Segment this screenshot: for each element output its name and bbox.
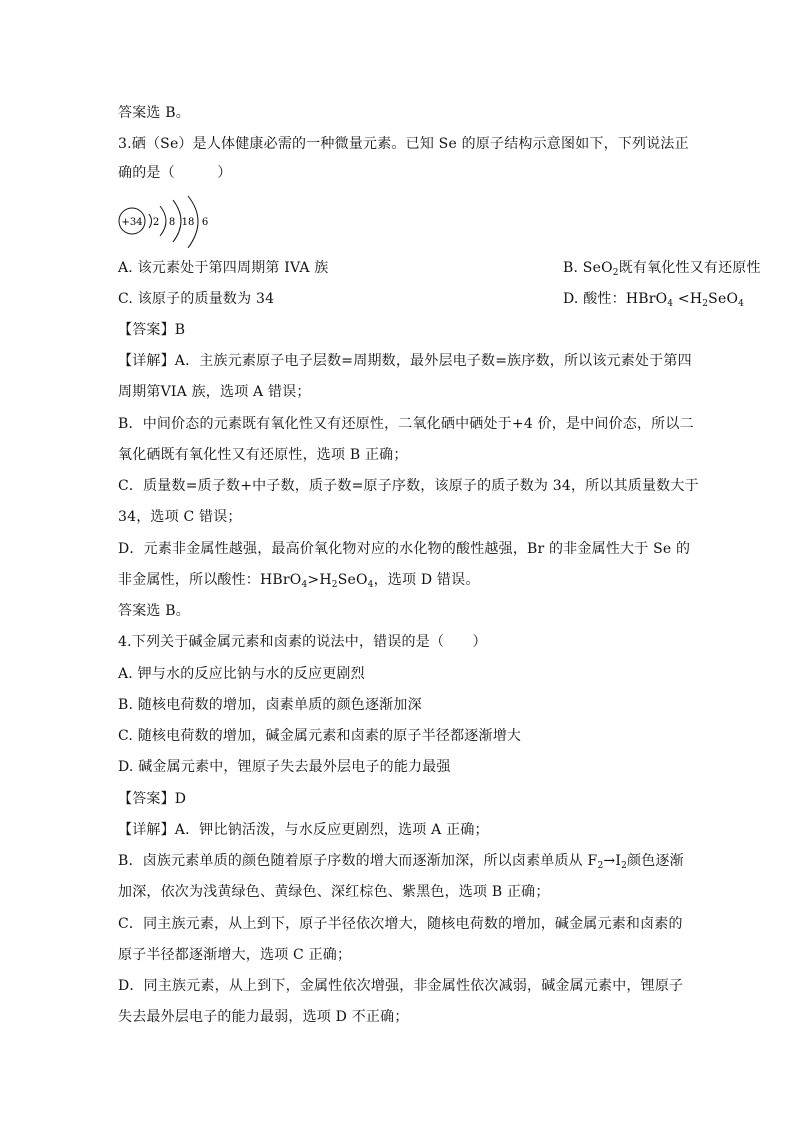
explanation-line: 【详解】A．钾比钠活泼，与水反应更剧烈，选项 A 正确； — [118, 822, 489, 838]
explanation-line: 34，选项 C 错误； — [118, 509, 242, 525]
explanation-line: B．中间价态的元素既有氧化性又有还原性，二氧化硒中硒处于+4 价，是中间价态，所以二 — [118, 416, 694, 432]
explanation-line: C．同主族元素，从上到下，原子半径依次增大，随核电荷数的增加，碱金属元素和卤素的 — [118, 916, 683, 932]
shell-3-count: 18 — [181, 217, 195, 228]
electron-shell-1 — [149, 214, 152, 228]
explanation-line: 失去最外层电子的能力最弱，选项 D 不正确； — [118, 1009, 409, 1025]
electron-shell-2 — [160, 206, 166, 236]
nucleus-charge: +34 — [121, 217, 143, 228]
answer-line: 答案选 B。 — [118, 105, 190, 121]
option-row-2 — [118, 289, 745, 309]
atom-structure-diagram — [116, 194, 226, 252]
question-4-option-a: A. 钾与水的反应比钠与水的反应更剧烈 — [118, 666, 365, 682]
explanation-line: C．质量数=质子数+中子数，质子数=原子序数，该原子的质子数为 34，所以其质量数大于 — [118, 478, 699, 494]
question-4-option-b: B. 随核电荷数的增加，卤素单质的颜色逐渐加深 — [118, 697, 422, 713]
explanation-line: 非金属性，所以酸性：$HBrO_4>H_2SeO_4$，选项 D 错误。 — [118, 572, 480, 590]
option-d: D. 酸性：HBrO$_4$ $<H_2SeO_4$ — [563, 291, 745, 309]
explanation-line: 【详解】A．主族元素原子电子层数=周期数，最外层电子数=族序数，所以该元素处于第四 — [118, 353, 692, 369]
explanation-line: D．同主族元素，从上到下，金属性依次增强，非金属性依次减弱，碱金属元素中，锂原子 — [118, 978, 684, 994]
explanation-line: 氧化硒既有氧化性又有还原性，选项 B 正确； — [118, 447, 408, 463]
explanation-line: 原子半径都逐渐增大，选项 C 正确； — [118, 947, 352, 963]
answer-label: 【答案】D — [118, 791, 187, 807]
option-b: B. SeO$_2$既有氧化性又有还原性 — [563, 260, 761, 278]
explanation-line: 周期第VIA 族，选项 A 错误； — [118, 384, 311, 400]
option-row-1 — [118, 258, 761, 278]
question-4-option-d: D. 碱金属元素中，锂原子失去最外层电子的能力最强 — [118, 759, 451, 775]
answer-label: 【答案】B — [118, 322, 186, 338]
option-a: A. 该元素处于第四周期第 IVA 族 — [118, 260, 329, 276]
shell-1-count: 2 — [152, 217, 160, 228]
shell-2-count: 8 — [168, 217, 176, 228]
question-4-stem: 4.下列关于碱金属元素和卤素的说法中，错误的是（ ） — [118, 634, 487, 650]
explanation-line: 加深，依次为浅黄绿色、黄绿色、深红棕色、紫黑色，选项 B 正确； — [118, 884, 550, 900]
answer-line: 答案选 B。 — [118, 603, 190, 619]
shell-4-count: 6 — [201, 217, 209, 228]
question-3-stem-cont: 确的是（ ） — [118, 165, 232, 181]
question-4-option-c: C. 随核电荷数的增加，碱金属元素和卤素的原子半径都逐渐增大 — [118, 728, 522, 744]
question-3-stem: 3.硒（Se）是人体健康必需的一种微量元素。已知 Se 的原子结构示意图如下，下列说法正 — [118, 136, 689, 152]
explanation-line: D．元素非金属性越强，最高价氧化物对应的水化物的酸性越强，Br 的非金属性大于 Se 的 — [118, 541, 691, 557]
explanation-line: B．卤族元素单质的颜色随着原子序数的增大而逐渐加深，所以卤素单质从 $F_2\to I_2$颜色逐渐 — [118, 853, 684, 871]
option-c: C. 该原子的质量数为 34 — [118, 291, 275, 307]
